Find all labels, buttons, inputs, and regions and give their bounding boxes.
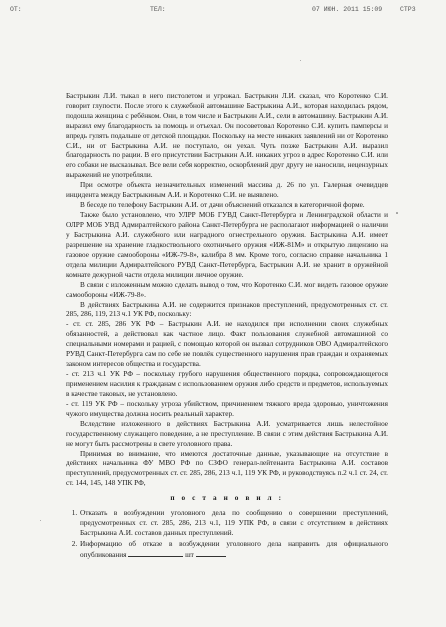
paragraph-grounds: Принимая во внимание, что имеются достаточные данные, указывающие на отсутствие в действиях начальника ФУ МВО РФ по СЗФО генерал-лейтенанта Бастрыкина А.И. составов преступлений, предусмотренных ст. ст. 285, 286, 213 ч.1, 119 УК РФ, и руководствуясь п.2 ч.1 ст. 24, ст. ст. 144, 145, 148 УПК РФ, <box>66 449 388 488</box>
scan-speck <box>40 520 41 521</box>
paragraph-article-213: - ст. 213 ч.1 УК РФ – поскольку грубого нарушения общественного порядка, сопровождающегося применением насилия к гражданам с использованием оружия либо средств и предметов, используемых в качестве таковых, не установлено. <box>66 370 388 398</box>
decree-item-text: Отказать в возбуждении уголовного дела по сообщению о совершении преступлений, предусмотренных ст. ст. 285, 286, 213 ч.1, 119 УПК РФ, в связи с отсутствием в действиях Бастрыкина А.И. составов данных преступлений. <box>80 509 388 537</box>
decree-item-publication <box>79 540 388 561</box>
decree-list <box>66 509 388 561</box>
paragraph-no-crime: В действиях Бастрыкина А.И. не содержится признаков преступлений, предусмотренных ст. ст. 285, 286, 119, 213 ч.1 УК РФ, поскольку: <box>66 300 388 319</box>
blank-unit-label: шт <box>185 550 194 559</box>
fax-page-number: СТР3 <box>400 6 416 13</box>
scan-speck <box>396 212 398 214</box>
paragraph-phone-refusal: В беседе по телефону Бастрыкин А.И. от дачи объяснений отказался в категоричной форме. <box>80 201 365 210</box>
fax-header <box>0 6 446 16</box>
paragraph-weapons-info: Также было установлено, что УЛРР МОБ ГУВД Санкт-Петербурга и Ленинградской области и ОЛРР МОБ УВД Адмиралтейского района Санкт-Петербурга не располагают информацией о наличии у Бастрыкина А.И. служебного или наградного огнестрельного оружия. Бастрыкина А.И. имеет разрешение на хранение гладкоствольного охотничьего оружия «ИЖ-81М» и открытую лицензию на газовое оружие самообороны «ИЖ-79-8», калибра 8 мм. Кроме того, согласно справке начальника 1 отдела милиции Адмиралтейского РУВД Санкт-Петербурга, Бастрыкин А.И. не хранит в оружейной комнате дежурной части отдела милиции личное оружие. <box>66 211 388 279</box>
fax-from-label: ОТ: <box>10 6 22 13</box>
decree-item-refusal <box>79 509 388 539</box>
paragraph-conclusion-weapon: В связи с изложенным можно сделать вывод о том, что Коротенко С.И. мог видеть газовое оружие самообороны «ИЖ-79-8». <box>66 280 388 299</box>
document-body <box>66 92 388 562</box>
decree-title: п о с т а н о в и л : <box>170 494 284 503</box>
decree-item-text: Информацию об отказе в возбуждении уголовного дела направить для официального опубликования <box>80 539 388 559</box>
paragraph-inspection: При осмотре объекта незначительных изменений массива д. 26 по ул. Галерная очевидцев инцидента между Бастрыкиным А.И. и Коротенко С.И. не выявлено. <box>66 181 388 200</box>
paragraph-incident-continuation: Бастрыкин Л.И. тыкал в него пистолетом и угрожал. Бастрыкин Л.И. сказал, что Коротенко С.И. говорит глупости. После этого к служебной автомашине Бастрыкина А.И., которая находилась рядом, подошла женщина с ребёнком. Они, в том числе и Бастрыкин А.И., сели в автомашину. Бастрыкин А.И. выразил ему благодарность за помощь и отъехал. Он посоветовал Коротенко С.И. купить памперсы и впредь гулять подальше от детской площадки. Поскольку на месте никаких заявлений ни от Коротенко С.И., ни от Бастрыкина А.И. не поступало, он уехал. Чуть позже Бастрыкин А.И. выразил благодарность по рации. В его присутствии Бастрыкин А.И. никаких угроз в адрес Коротенко С.И. или его собаки не высказывал. Все вели себя корректно, оскорблений друг другу не наносили, нецензурных выражений не употребляли. <box>66 92 388 180</box>
blank-line <box>196 550 226 557</box>
scan-speck <box>300 60 301 61</box>
paragraph-articles-285-286: - ст. ст. 285, 286 УК РФ – Бастрыкин А.И. не находился при исполнении своих служебных обязанностей, а действовал как частное лицо. Факт пользования служебной автомашиной со специальными номерами и рацией, с помощью которой он вызвал сотрудников ОВО Адмиралтейского РУВД Санкт-Петербурга сам по себе не повлёк существенного нарушения прав граждан и охраняемых законом интересов общества и государства. <box>66 320 388 369</box>
blank-line <box>128 550 183 557</box>
fax-datetime: 07 ИЮН. 2011 15:09 <box>312 6 383 13</box>
paragraph-consequence: Вследствие изложенного в действиях Бастрыкина А.И. усматривается лишь нелестойное государственному служащего поведение, а не преступление. В связи с этим действия Бастрыкина А.И. не могут быть рассмотрены в свете уголовного права. <box>66 419 388 448</box>
fax-tel-label: ТЕЛ: <box>150 6 166 13</box>
paragraph-article-119: - ст. 119 УК РФ – поскольку угроза убийством, причинением тяжкого вреда здоровью, уничтожения чужого имущества должна носить реальный характер. <box>66 399 388 418</box>
